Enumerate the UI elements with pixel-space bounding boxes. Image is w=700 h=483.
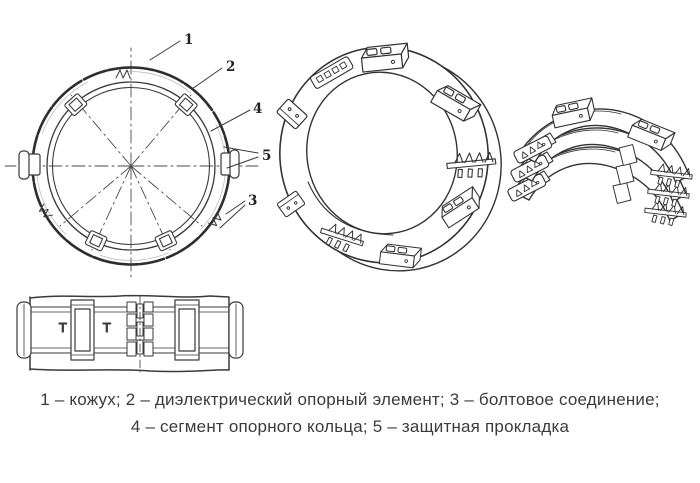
caption-line-1: 1 – кожух; 2 – диэлектрический опорный элемент; 3 – болтовое соединение; [40,390,660,409]
callout-1: 1 [184,32,194,48]
figure-caption [0,386,700,440]
callout-3: 3 [248,193,258,209]
section-center-joint [127,296,153,372]
callout-2: 2 [226,59,236,75]
perspective-view [260,28,521,291]
section-mark-left: T [59,320,67,335]
front-view [5,32,271,278]
segments-view [507,98,695,230]
callout-4: 4 [253,101,263,117]
callout-5: 5 [262,148,272,164]
section-view [17,296,243,372]
caption-line-2: 4 – сегмент опорного кольца; 5 – защитная прокладка [130,417,570,436]
section-mark-right: T [103,320,111,335]
callout-leaders [150,41,258,228]
